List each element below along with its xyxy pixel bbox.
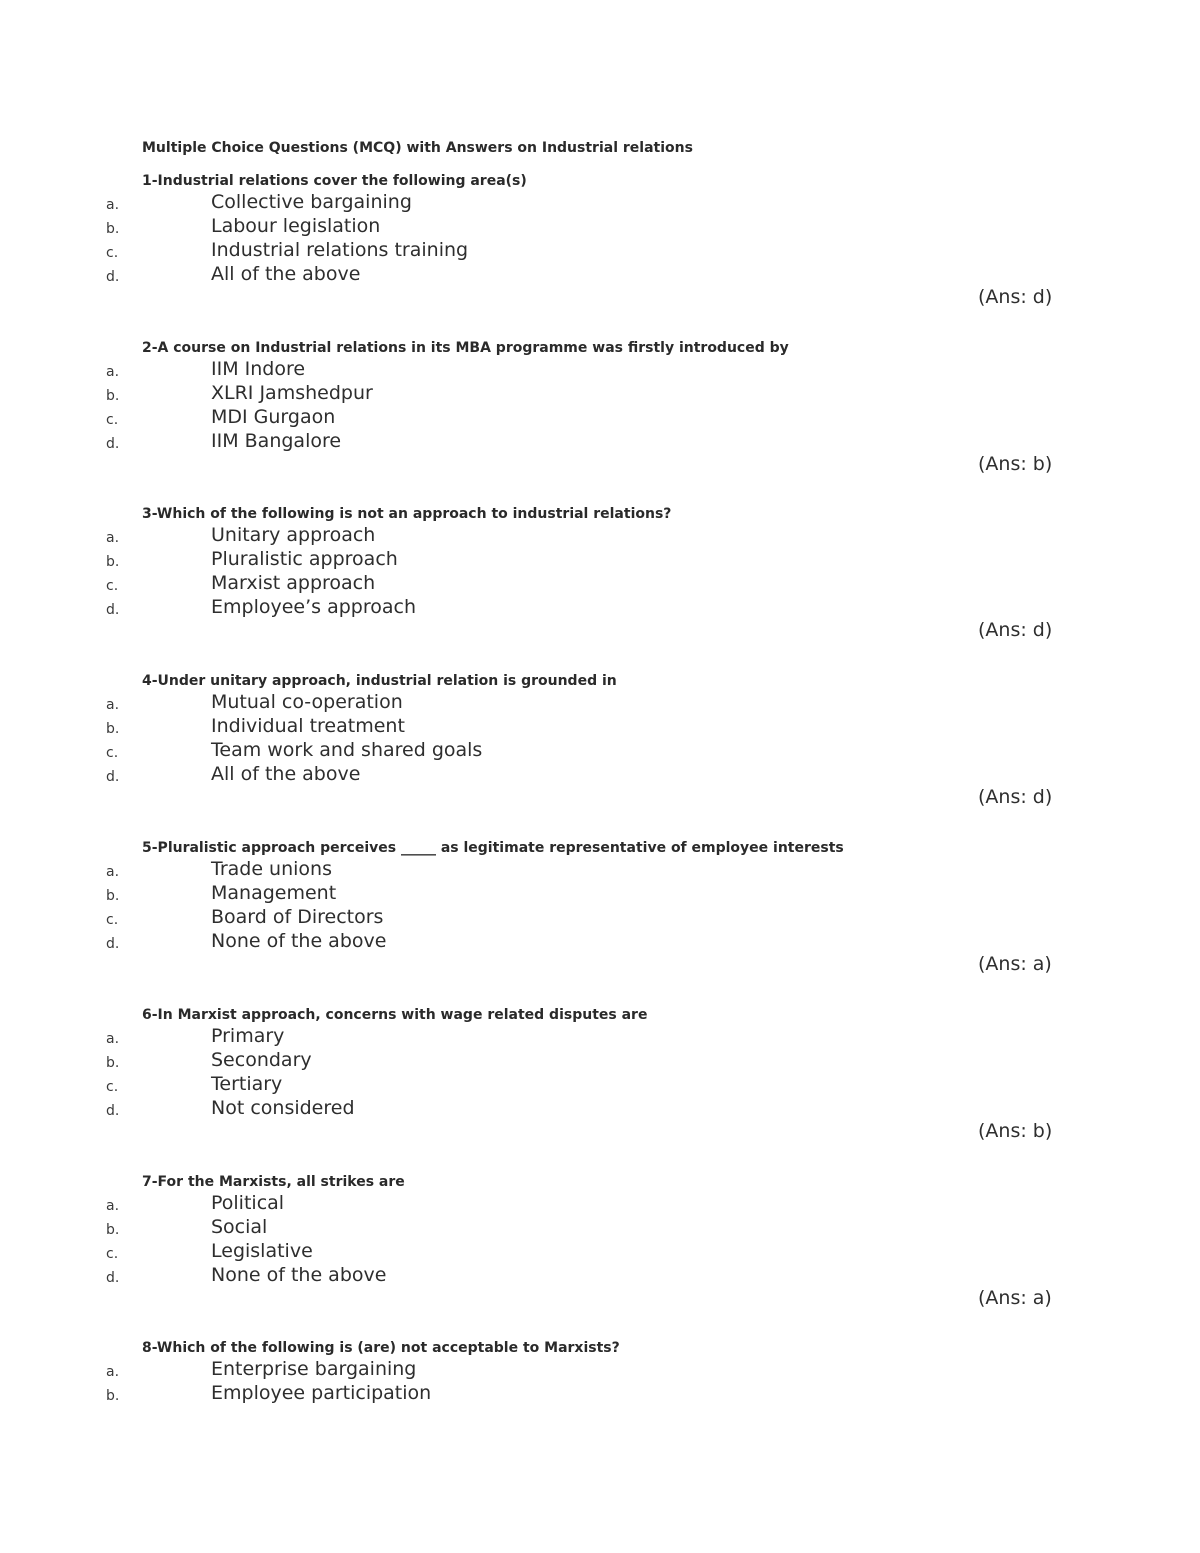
option-a — [0, 1358, 700, 1382]
option-letter: b. — [106, 554, 120, 570]
option-letter: c. — [106, 1079, 119, 1095]
option-text: Collective bargaining — [211, 191, 412, 213]
option-text: Labour legislation — [211, 215, 381, 237]
option-b — [0, 715, 700, 739]
option-text: Legislative — [211, 1240, 313, 1262]
answer-label: (Ans: a) — [978, 953, 1052, 975]
option-text: None of the above — [211, 1264, 387, 1286]
answer-label: (Ans: b) — [978, 453, 1053, 475]
option-text: Not considered — [211, 1097, 355, 1119]
option-text: Primary — [211, 1025, 285, 1047]
question-block — [0, 673, 1200, 833]
option-letter: b. — [106, 221, 120, 237]
option-letter: b. — [106, 1388, 120, 1404]
question-text: 7-For the Marxists, all strikes are — [142, 1174, 405, 1190]
option-text: Team work and shared goals — [211, 739, 483, 761]
option-a — [0, 1192, 700, 1216]
option-letter: c. — [106, 578, 119, 594]
option-letter: a. — [106, 1364, 120, 1380]
option-a — [0, 691, 700, 715]
answer-label: (Ans: a) — [978, 1287, 1052, 1309]
option-letter: d. — [106, 602, 120, 618]
option-letter: a. — [106, 864, 120, 880]
option-letter: b. — [106, 888, 120, 904]
option-letter: a. — [106, 697, 120, 713]
option-a — [0, 858, 700, 882]
answer-label: (Ans: d) — [978, 786, 1053, 808]
option-text: Secondary — [211, 1049, 312, 1071]
answer-label: (Ans: d) — [978, 619, 1053, 641]
option-text: IIM Indore — [211, 358, 306, 380]
option-letter: b. — [106, 1055, 120, 1071]
option-letter: b. — [106, 388, 120, 404]
option-a — [0, 524, 700, 548]
option-b — [0, 382, 700, 406]
option-text: Board of Directors — [211, 906, 384, 928]
option-c — [0, 739, 700, 763]
option-b — [0, 1049, 700, 1073]
option-a — [0, 358, 700, 382]
option-letter: c. — [106, 245, 119, 261]
option-b — [0, 1382, 700, 1406]
option-c — [0, 906, 700, 930]
option-letter: a. — [106, 1198, 120, 1214]
option-c — [0, 572, 700, 596]
option-text: Unitary approach — [211, 524, 376, 546]
question-block — [0, 1007, 1200, 1167]
option-a — [0, 191, 700, 215]
option-text: Political — [211, 1192, 285, 1214]
option-text: None of the above — [211, 930, 387, 952]
option-b — [0, 215, 700, 239]
option-text: Employee’s approach — [211, 596, 416, 618]
option-letter: d. — [106, 1270, 120, 1286]
option-letter: d. — [106, 769, 120, 785]
option-c — [0, 406, 700, 430]
option-letter: d. — [106, 1103, 120, 1119]
option-letter: a. — [106, 1031, 120, 1047]
question-block — [0, 506, 1200, 666]
option-letter: d. — [106, 936, 120, 952]
option-text: Pluralistic approach — [211, 548, 398, 570]
option-letter: c. — [106, 1246, 119, 1262]
option-d — [0, 1264, 700, 1288]
question-block — [0, 1340, 1200, 1500]
option-text: XLRI Jamshedpur — [211, 382, 373, 404]
option-letter: c. — [106, 412, 119, 428]
option-c — [0, 1240, 700, 1264]
option-d — [0, 930, 700, 954]
question-text: 3-Which of the following is not an approach to industrial relations? — [142, 506, 672, 522]
option-text: Enterprise bargaining — [211, 1358, 417, 1380]
option-text: Industrial relations training — [211, 239, 469, 261]
option-text: Social — [211, 1216, 268, 1238]
option-d — [0, 430, 700, 454]
option-text: Management — [211, 882, 337, 904]
option-d — [0, 596, 700, 620]
question-block — [0, 1174, 1200, 1334]
option-letter: a. — [106, 197, 120, 213]
option-letter: c. — [106, 912, 119, 928]
option-text: Marxist approach — [211, 572, 376, 594]
option-d — [0, 763, 700, 787]
option-text: Trade unions — [211, 858, 332, 880]
option-text: Employee participation — [211, 1382, 432, 1404]
option-letter: a. — [106, 364, 120, 380]
option-letter: a. — [106, 530, 120, 546]
option-c — [0, 239, 700, 263]
question-text: 1-Industrial relations cover the following area(s) — [142, 173, 527, 189]
question-text: 2-A course on Industrial relations in its MBA programme was firstly introduced by — [142, 340, 789, 356]
option-text: Individual treatment — [211, 715, 405, 737]
option-letter: c. — [106, 745, 119, 761]
question-text: 8-Which of the following is (are) not acceptable to Marxists? — [142, 1340, 620, 1356]
option-text: All of the above — [211, 763, 361, 785]
question-text: 5-Pluralistic approach perceives _____ as legitimate representative of employee interests — [142, 840, 844, 856]
question-block — [0, 173, 1200, 333]
option-letter: d. — [106, 436, 120, 452]
option-text: All of the above — [211, 263, 361, 285]
question-block — [0, 840, 1200, 1000]
document-title: Multiple Choice Questions (MCQ) with Answers on Industrial relations — [142, 140, 693, 156]
option-letter: d. — [106, 269, 120, 285]
option-letter: b. — [106, 721, 120, 737]
answer-label: (Ans: b) — [978, 1120, 1053, 1142]
option-c — [0, 1073, 700, 1097]
question-text: 4-Under unitary approach, industrial relation is grounded in — [142, 673, 617, 689]
question-block — [0, 340, 1200, 500]
option-b — [0, 548, 700, 572]
question-text: 6-In Marxist approach, concerns with wage related disputes are — [142, 1007, 648, 1023]
option-text: Tertiary — [211, 1073, 283, 1095]
answer-label: (Ans: d) — [978, 286, 1053, 308]
option-d — [0, 263, 700, 287]
option-b — [0, 1216, 700, 1240]
option-text: IIM Bangalore — [211, 430, 342, 452]
option-text: MDI Gurgaon — [211, 406, 336, 428]
option-text: Mutual co-operation — [211, 691, 403, 713]
option-letter: b. — [106, 1222, 120, 1238]
option-a — [0, 1025, 700, 1049]
option-b — [0, 882, 700, 906]
option-d — [0, 1097, 700, 1121]
